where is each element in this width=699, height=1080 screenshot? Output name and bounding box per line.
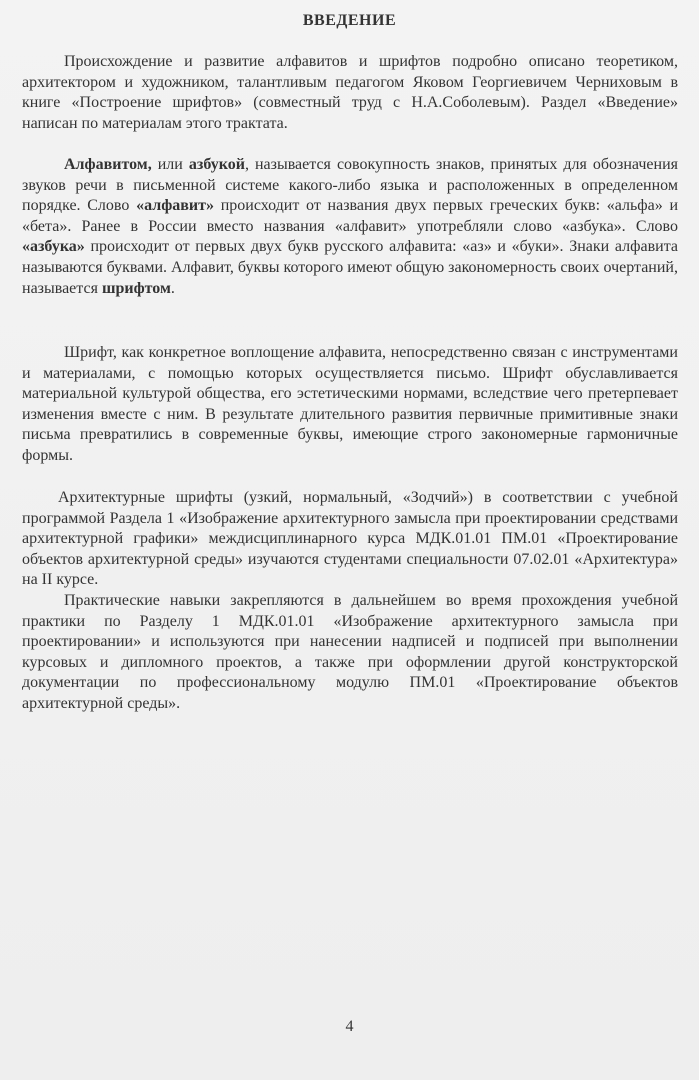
term-alphabet-quoted: «алфавит»: [136, 197, 214, 215]
text-fragment: происходит от названия двух первых греческих букв: «альфа» и «бета». Ранее в России вместо названия «алфавит» употребляли слово «азбука». Слово: [22, 197, 679, 235]
page-number: 4: [345, 1018, 354, 1035]
paragraph-practical-skills: Практические навыки закрепляются в дальнейшем во время прохождения учебной практики по Разделу 1 МДК.01.01 «Изображение архитектурного замысла при проектировании» и используются при нанесении надписей и подписей при выполнении курсовых и дипломного проектов, а также при оформлении другой конструкторской документации по профессиональному модулю ПМ.01 «Проектирование объектов архитектурной среды».: [22, 592, 678, 712]
term-alphabet: Алфавитом,: [64, 156, 152, 173]
term-font: шрифтом: [101, 279, 171, 297]
paragraph-font-materials: Шрифт, как конкретное воплощение алфавита, непосредственно связан с инструментами и материалами, с помощью которых осуществляется письмо. Шрифт обуславливается материальной культурой общества, его эстетическими нормами, вследствие чего претерпевает изменения вместе с ним. В результате длительного развития первичные примитивные знаки письма превратились в современные буквы, имеющие строго закономерные гармоничные формы.: [22, 344, 678, 464]
text-fragment: .: [170, 279, 175, 297]
paragraph-architectural-fonts: Архитектурные шрифты (узкий, нормальный, «Зодчий») в соответствии с учебной программой Раздела 1 «Изображение архитектурного замысла при проектировании средствами архитектурной графики» междисциплинарного курса МДК.01.01 ПМ.01 «Проектирование объектов архитектурной среды» изучаются студентами специальности 07.02.01 «Архитектура» на II курсе.: [22, 489, 678, 589]
text-fragment: или: [151, 156, 189, 173]
paragraph-origin: Происхождение и развитие алфавитов и шрифтов подробно описано теоретиком, архитектором и художником, талантливым педагогом Яковом Георгиевичем Черниховым в книге «Построение шрифтов» (совместный труд с Н.А.Соболевым). Раздел «Введение» написан по материалам этого трактата.: [22, 53, 678, 132]
text-fragment: , называется совокупность знаков, принятых для обозначения звуков речи в письменной системе какого-либо языка и расположенных в определенном порядке. Слово: [22, 156, 678, 215]
term-azbuka-quoted: «азбука»: [22, 238, 85, 256]
page-title: ВВЕДЕНИЕ: [302, 12, 397, 29]
paragraph-alphabet-definition: [22, 155, 678, 299]
term-azbuka: азбукой: [188, 156, 245, 173]
text-fragment: происходит от первых двух букв русского алфавита: «аз» и «буки». Знаки алфавита называются буквами. Алфавит, буквы которого имеют общую закономерность своих очертаний, называется: [22, 238, 678, 297]
